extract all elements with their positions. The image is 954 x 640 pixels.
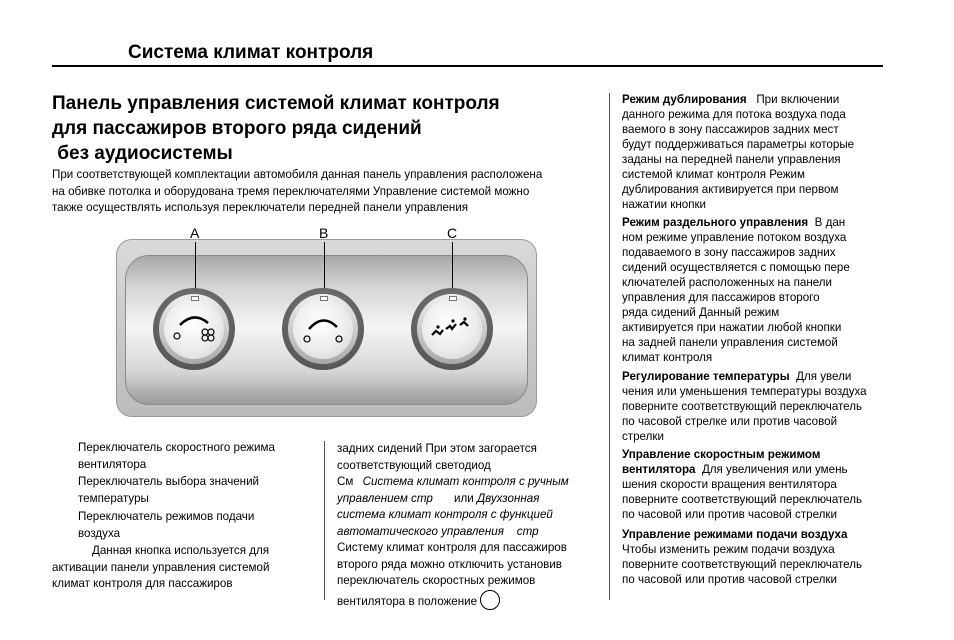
block-title: Управление режимами подачи воздуха <box>622 528 848 541</box>
block-text: Для увели <box>789 370 852 383</box>
column-divider <box>609 93 610 600</box>
column-divider <box>324 441 325 600</box>
block-text: Для увеличения или умень <box>695 463 848 476</box>
text-line: второго ряда можно отключить установив <box>337 557 562 571</box>
cross-reference-link[interactable]: Система климат контроля с ручным <box>362 475 569 488</box>
text-line <box>622 92 887 107</box>
header-rule <box>52 65 883 67</box>
block-text: В дан <box>808 216 846 229</box>
text-line: дублирования активируется при первом <box>622 183 839 196</box>
air-distribution-icon <box>422 299 482 359</box>
text-line: переключатель скоростных режимов <box>337 574 536 587</box>
cross-reference-link[interactable]: Двухзонная <box>476 491 540 505</box>
text-line: данного режима для потока воздуха пода <box>622 108 846 121</box>
conjunction: или <box>450 491 477 505</box>
heading-line: для пассажиров второго ряда сидений <box>52 118 422 139</box>
text-line: системой климат контроля Режим <box>622 168 805 181</box>
mode-separate-block <box>622 215 887 365</box>
text-line <box>622 527 887 542</box>
heading-line: без аудиосистемы <box>52 143 233 164</box>
see-reference: См <box>337 475 357 488</box>
legend-item-b <box>78 474 308 507</box>
text-line <box>622 447 887 462</box>
text-line: Чтобы изменить режим подачи воздуха <box>622 543 835 556</box>
block-text: При включении <box>746 93 840 106</box>
block-title: Управление скоростным режимом <box>622 448 821 461</box>
text-line: Переключатель скоростного режима <box>78 441 275 454</box>
text-line: управления для пассажиров второго <box>622 291 820 304</box>
text-line: шения скорости вращения вентилятора <box>622 478 837 491</box>
air-mode-knob[interactable] <box>411 288 493 370</box>
text-line: также осуществлять используя переключатели передней панели управления <box>52 201 469 214</box>
text-line: ряда сидений Данный режим <box>622 306 780 319</box>
text-line: Переключатель режимов подачи <box>78 510 255 523</box>
text-line: активируется при нажатии любой кнопки <box>622 321 842 334</box>
text-line: по часовой или против часовой стрелки <box>622 508 837 521</box>
text-line: Систему климат контроля для пассажиров <box>337 541 567 554</box>
text-line: вентилятора <box>78 457 147 471</box>
cross-reference-link[interactable]: управлением стр <box>337 491 433 505</box>
temperature-scale-icon <box>293 299 353 359</box>
running-header-title: Система климат контроля <box>128 42 374 63</box>
text-line: нажатии кнопки <box>622 198 707 211</box>
off-position-text: вентилятора в положение <box>337 594 478 608</box>
fan-speed-knob[interactable] <box>153 288 235 370</box>
text-line: чения или уменьшения температуры воздуха <box>622 385 867 398</box>
text-line: температуры <box>78 491 149 505</box>
text-line: климат контроля <box>622 351 713 364</box>
block-title: Режим раздельного управления <box>622 216 809 229</box>
middle-column-text <box>337 441 605 610</box>
text-line: на обивке потолка и оборудована тремя переключателями Управление системой можно <box>52 184 530 198</box>
fan-speed-block <box>622 447 887 522</box>
intro-paragraph <box>52 167 592 217</box>
cross-reference-link[interactable]: автоматического управления стр <box>337 524 539 538</box>
text-line <box>622 215 887 230</box>
text-line: заданы на передней панели управления <box>622 153 841 166</box>
text-line: на задней панели управления системой <box>622 336 838 349</box>
text-line: по часовой или против часовой стрелки <box>622 573 837 586</box>
off-position-circle-icon <box>480 590 500 610</box>
temperature-knob[interactable] <box>282 288 364 370</box>
rear-climate-panel-figure <box>105 225 545 425</box>
text-line: ваемого в зону пассажиров задних мест <box>622 123 839 136</box>
text-line: поверните соответствующий переключатель <box>622 558 863 571</box>
block-title: Регулирование температуры <box>622 370 790 383</box>
block-title: Режим дублирования <box>622 93 747 106</box>
knob-label-c: C <box>447 225 458 241</box>
text-line: сидений осуществляется с помощью пере <box>622 261 850 274</box>
text-line <box>337 590 605 611</box>
text-line: соответствующий светодиод <box>337 458 491 472</box>
text-line: ключателей расположенных на панели <box>622 276 833 289</box>
text-line <box>337 491 605 508</box>
text-line: климат контроля для пассажиров <box>52 577 233 590</box>
text-line: ном режиме управление потоком воздуха <box>622 231 847 244</box>
text-line: поверните соответствующий переключатель <box>622 493 863 506</box>
legend-item-a <box>78 440 308 473</box>
text-line: будут поддерживаться параметры которые <box>622 138 855 151</box>
heading-line: Панель управления системой климат контроля <box>52 93 500 114</box>
text-line: подаваемого в зону пассажиров задних <box>622 246 836 259</box>
block-title: вентилятора <box>622 463 696 476</box>
knob-label-b: B <box>319 225 329 241</box>
text-line: Переключатель выбора значений <box>78 475 260 488</box>
knob-label-a: A <box>190 225 200 241</box>
fan-icon <box>164 299 224 359</box>
temperature-block <box>622 369 887 444</box>
text-line <box>622 369 887 384</box>
text-line: по часовой стрелке или против часовой <box>622 415 838 428</box>
text-line: воздуха <box>78 526 121 540</box>
button-note <box>52 543 314 593</box>
cross-reference-link[interactable]: система климат контроля с функцией <box>337 508 553 521</box>
air-mode-block <box>622 527 887 587</box>
text-line: стрелки <box>622 430 664 443</box>
text-line: Данная кнопка используется для <box>92 544 269 557</box>
mode-duplicate-block <box>622 92 887 212</box>
text-line: При соответствующей комплектации автомобиля данная панель управления расположена <box>52 168 543 181</box>
legend-item-c <box>78 509 308 542</box>
text-line <box>622 462 887 477</box>
text-line: поверните соответствующий переключатель <box>622 400 863 413</box>
text-line: активации панели управления системой <box>52 560 270 574</box>
text-line <box>337 474 605 491</box>
section-heading <box>52 91 592 166</box>
text-line: задних сидений При этом загорается <box>337 442 537 455</box>
